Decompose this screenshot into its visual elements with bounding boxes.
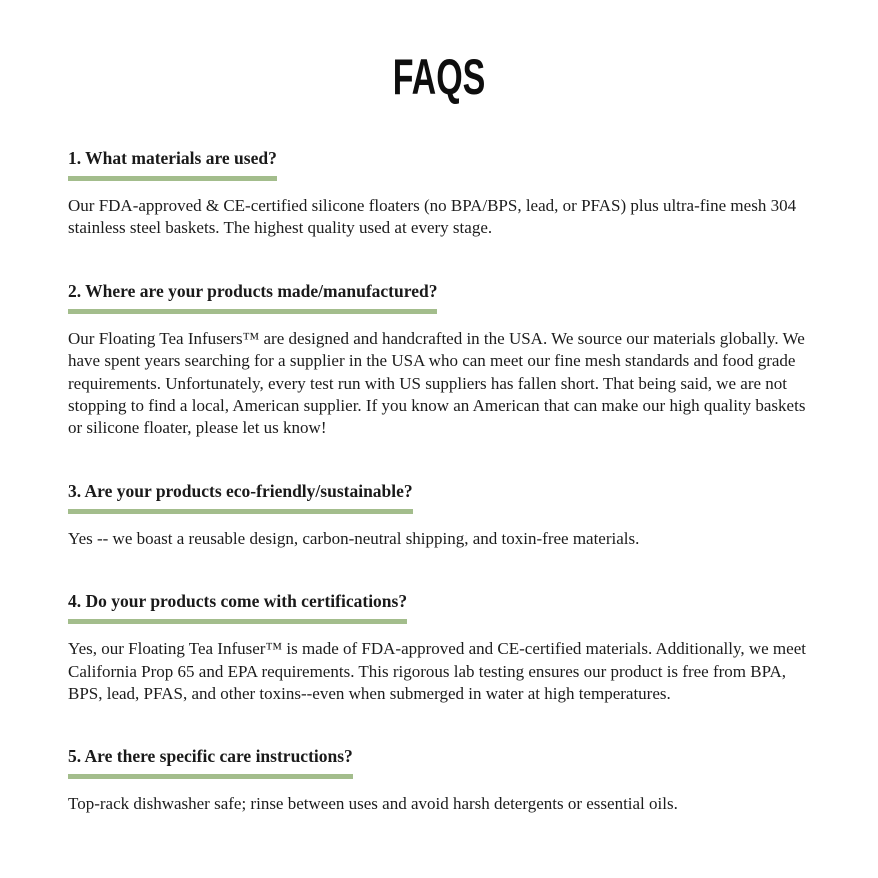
faq-list [68,148,814,816]
faq-item [68,281,814,440]
faq-question-text: 1. What materials are used? [68,148,277,181]
faq-item [68,481,814,550]
faq-question [68,481,814,514]
faq-question-text: 2. Where are your products made/manufactured? [68,281,437,314]
faq-question [68,746,814,779]
faq-answer: Our Floating Tea Infusers™ are designed and handcrafted in the USA. We source our materials globally. We have spent years searching for a supplier in the USA who can meet our fine mesh standards and food grade requirements. Unfortunately, every test run with US suppliers has fallen short. That being said, we are not stopping to find a local, American supplier. If you know an American that can make our high quality baskets or silicone floater, please let us know! [68,328,806,438]
faq-answer: Our FDA-approved & CE-certified silicone floaters (no BPA/BPS, lead, or PFAS) plus ultra-fine mesh 304 stainless steel baskets. The highest quality used at every stage. [68,196,797,238]
page-header [0,0,878,105]
faq-item [68,591,814,705]
faq-question-text: 3. Are your products eco-friendly/sustainable? [68,481,413,514]
faq-item [68,148,814,240]
faq-answer: Yes -- we boast a reusable design, carbon-neutral shipping, and toxin-free materials. [68,528,640,548]
faq-item [68,746,814,815]
page-title: FAQS [392,49,486,105]
faq-answer: Top-rack dishwasher safe; rinse between uses and avoid harsh detergents or essential oils. [68,794,678,814]
faq-answer: Yes, our Floating Tea Infuser™ is made of FDA-approved and CE-certified materials. Additionally, we meet California Prop 65 and EPA requirements. This rigorous lab testing ensures our product is free from BPA, BPS, lead, PFAS, and other toxins--even when submerged in water at high temperatures. [68,639,806,704]
faq-question [68,591,814,624]
faq-question [68,281,814,314]
faq-question [68,148,814,181]
faq-question-text: 5. Are there specific care instructions? [68,746,353,779]
faq-question-text: 4. Do your products come with certifications? [68,591,407,624]
